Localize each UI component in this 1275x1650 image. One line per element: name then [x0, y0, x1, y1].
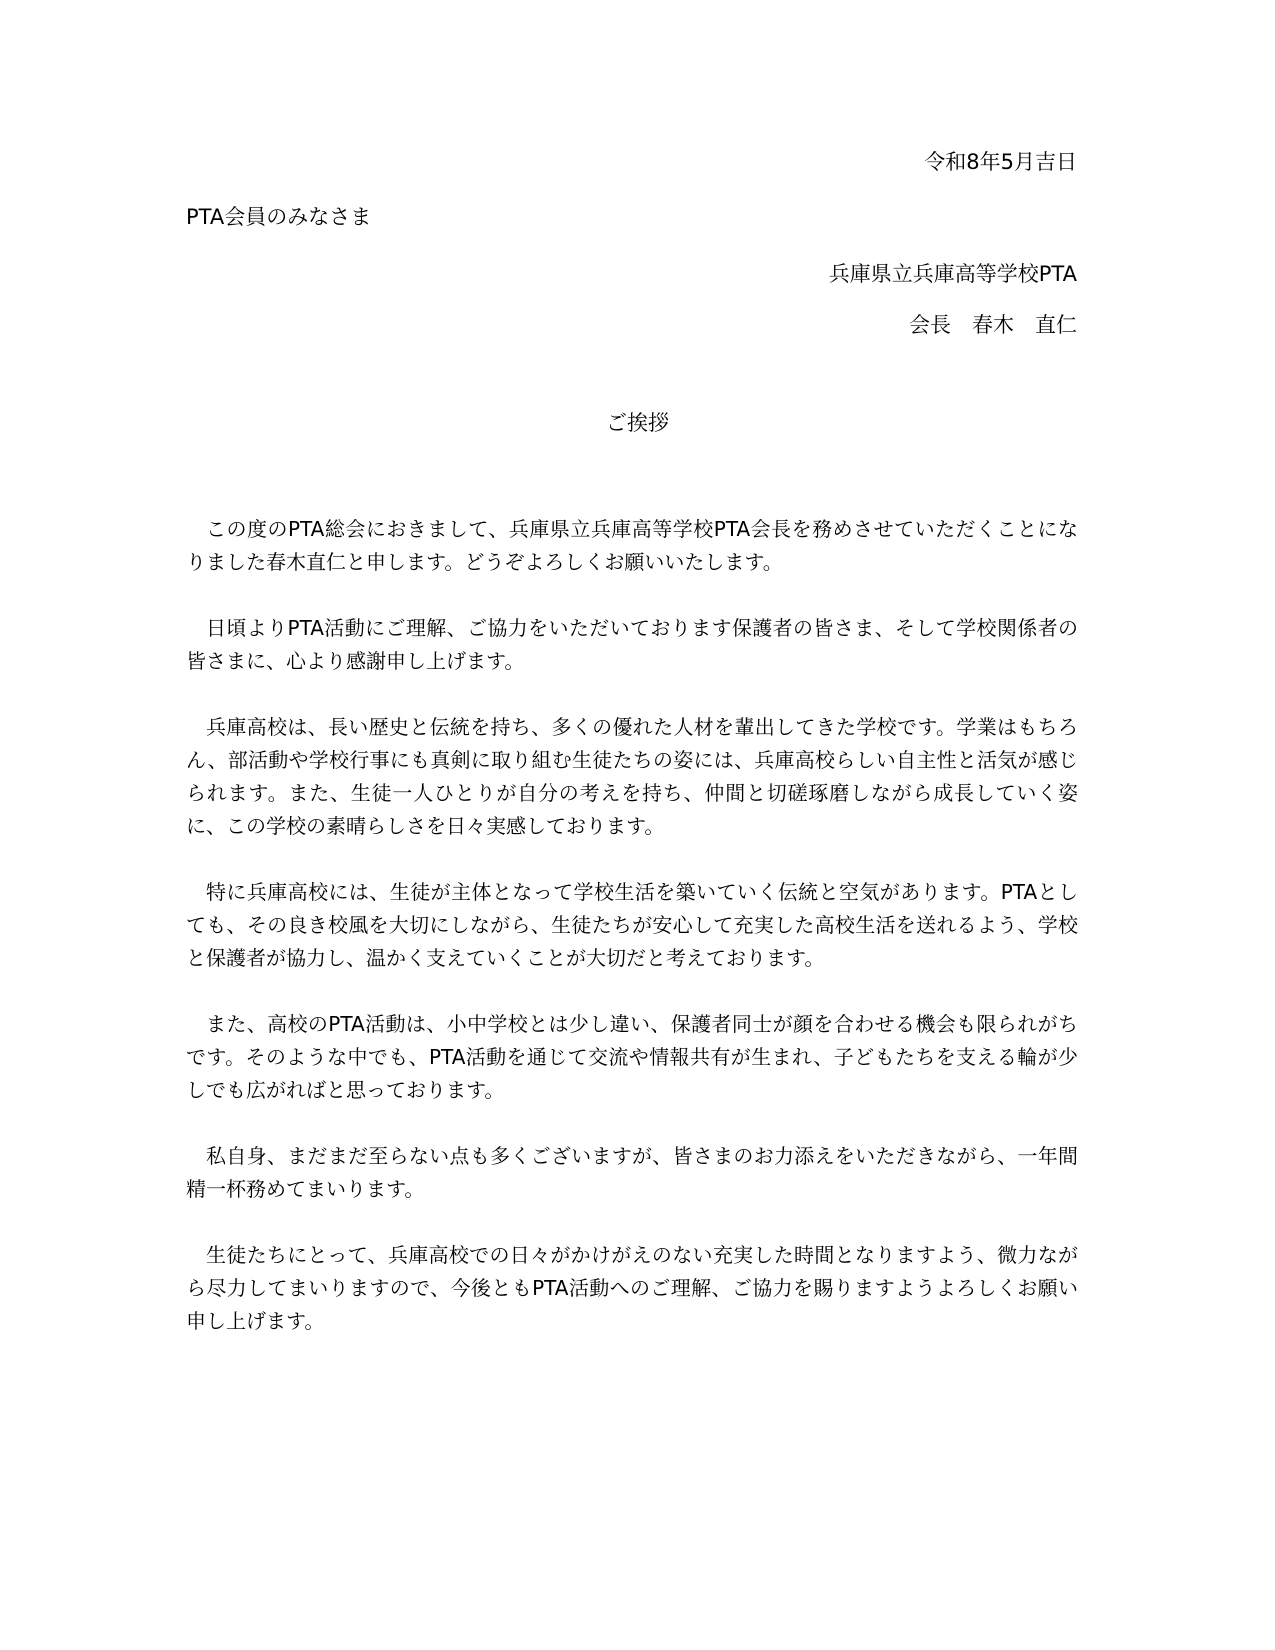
body-paragraph-3: 兵庫高校は、長い歴史と伝統を持ち、多くの優れた人材を輩出してきた学校です。学業はもちろん、部活動や学校行事にも真剣に取り組む生徒たちの姿には、兵庫高校らしい自主性と活気が感じられます。また、生徒一人ひとりが自分の考えを持ち、仲間と切磋琢磨しながら成長していく姿に、この学校の素晴らしさを日々実感しております。	[186, 715, 1078, 838]
body-paragraph-7: 生徒たちにとって、兵庫高校での日々がかけがえのない充実した時間となりますよう、微力ながら尽力してまいりますので、今後ともPTA活動へのご理解、ご協力を賜りますようよろしくお願い申し上げます。	[186, 1243, 1078, 1333]
body-paragraph-1: この度のPTA総会におきまして、兵庫県立兵庫高等学校PTA会長を務めさせていただくことになりました春木直仁と申します。どうぞよろしくお願いいたします。	[186, 517, 1078, 574]
letter-title: ご挨拶	[606, 411, 669, 435]
sender-organization: 兵庫県立兵庫高等学校PTA	[828, 262, 1077, 286]
body-paragraph-4: 特に兵庫高校には、生徒が主体となって学校生活を築いていく伝統と空気があります。PTAとしても、その良き校風を大切にしながら、生徒たちが安心して充実した高校生活を送れるよう、学校と保護者が協力し、温かく支えていくことが大切だと考えております。	[186, 880, 1078, 970]
body-paragraph-5: また、高校のPTA活動は、小中学校とは少し違い、保護者同士が顔を合わせる機会も限られがちです。そのような中でも、PTA活動を通じて交流や情報共有が生まれ、子どもたちを支える輪が少しでも広がればと思っております。	[186, 1012, 1078, 1102]
body-paragraph-2: 日頃よりPTA活動にご理解、ご協力をいただいております保護者の皆さま、そして学校関係者の皆さまに、心より感謝申し上げます。	[186, 616, 1078, 673]
addressee: PTA会員のみなさま	[186, 205, 372, 229]
sender-name: 会長 春木 直仁	[909, 313, 1077, 337]
letter-body	[186, 513, 1078, 1371]
body-paragraph-6: 私自身、まだまだ至らない点も多くございますが、皆さまのお力添えをいただきながら、一年間精一杯務めてまいります。	[186, 1144, 1078, 1201]
letter-date: 令和8年5月吉日	[924, 150, 1077, 174]
